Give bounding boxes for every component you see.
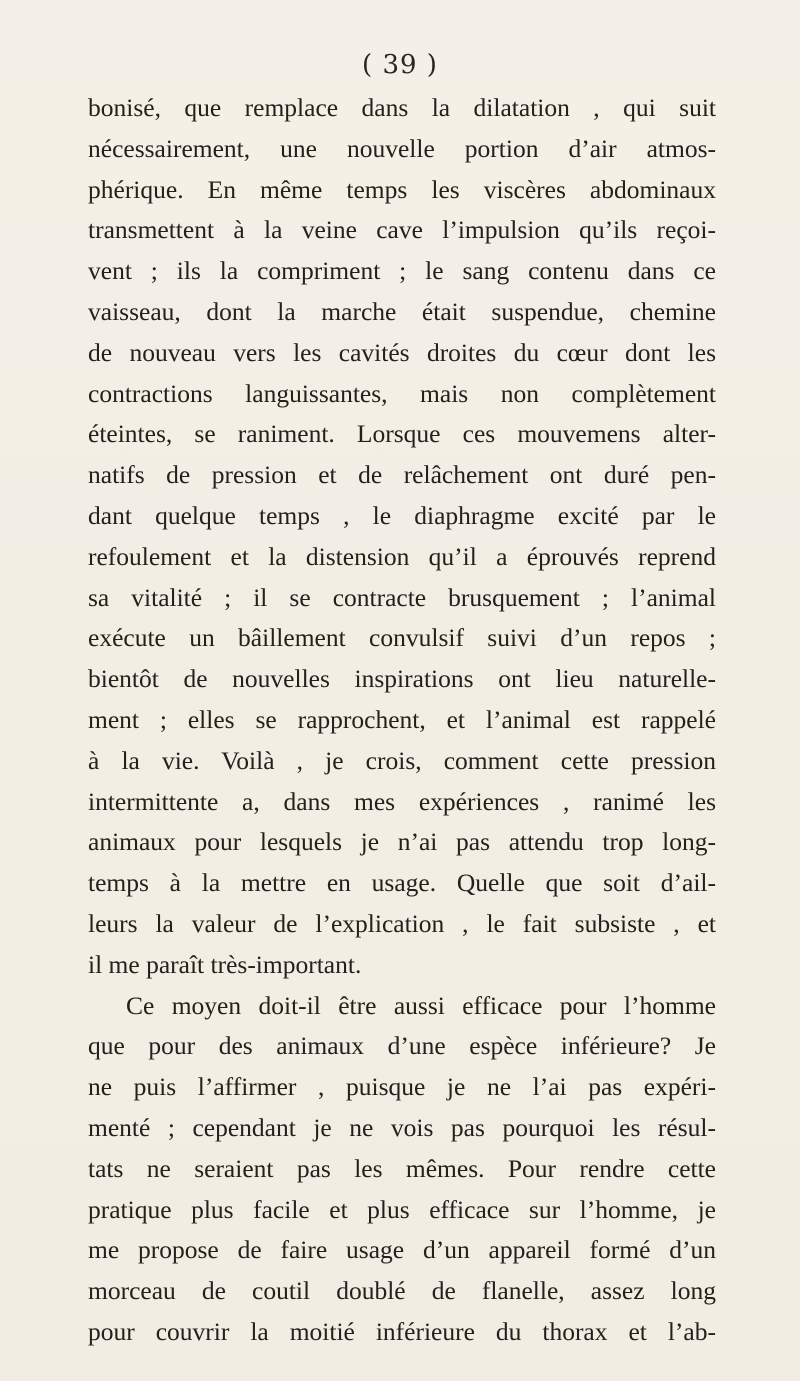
text-line: que pour des animaux d’une espèce inférieure? Je	[88, 1031, 716, 1061]
text-line: éteintes, se raniment. Lorsque ces mouvemens alter-	[88, 419, 716, 449]
text-line: contractions languissantes, mais non complètement	[88, 378, 716, 408]
text-line: de nouveau vers les cavités droites du cœur dont les	[88, 337, 716, 367]
paragraph-start-line: Ce moyen doit-il être aussi efficace pour l’homme	[126, 990, 716, 1020]
text-line: ne puis l’affirmer , puisque je ne l’ai pas expéri-	[88, 1072, 716, 1102]
paragraph-end-line: il me paraît très-important.	[88, 949, 362, 979]
text-line: temps à la mettre en usage. Quelle que soit d’ail-	[88, 868, 716, 898]
text-line: dant quelque temps , le diaphragme excité par le	[88, 500, 716, 530]
text-line: vent ; ils la compriment ; le sang contenu dans ce	[88, 256, 716, 286]
text-line: me propose de faire usage d’un appareil formé d’un	[88, 1235, 716, 1265]
text-line: exécute un bâillement convulsif suivi d’un repos ;	[88, 623, 716, 653]
body-text	[88, 88, 716, 1353]
text-line: tats ne seraient pas les mêmes. Pour rendre cette	[88, 1153, 716, 1183]
text-line: vaisseau, dont la marche était suspendue, chemine	[88, 296, 716, 326]
text-line: pour couvrir la moitié inférieure du thorax et l’ab-	[88, 1316, 716, 1346]
text-line: natifs de pression et de relâchement ont duré pen-	[88, 460, 716, 490]
text-line: bonisé, que remplace dans la dilatation , qui suit	[88, 93, 716, 122]
text-line: pratique plus facile et plus efficace sur l’homme, je	[88, 1194, 716, 1224]
text-line: phérique. En même temps les viscères abdominaux	[88, 174, 716, 204]
text-line: animaux pour lesquels je n’ai pas attendu trop long-	[88, 827, 716, 857]
text-line: ment ; elles se rapprochent, et l’animal est rappelé	[88, 704, 716, 734]
text-line: à la vie. Voilà , je crois, comment cette pression	[88, 745, 716, 775]
text-line: nécessairement, une nouvelle portion d’air atmos-	[88, 133, 716, 163]
text-line: bientôt de nouvelles inspirations ont lieu naturelle-	[88, 664, 716, 694]
text-line: sa vitalité ; il se contracte brusquement ; l’animal	[88, 582, 716, 612]
text-line: menté ; cependant je ne vois pas pourquoi les résul-	[88, 1112, 716, 1142]
text-line: transmettent à la veine cave l’impulsion qu’ils reçoi-	[88, 215, 716, 245]
text-line: refoulement et la distension qu’il a éprouvés reprend	[88, 541, 716, 571]
text-line: morceau de coutil doublé de flanelle, assez long	[88, 1276, 716, 1306]
text-line: intermittente a, dans mes expériences , ranimé les	[88, 786, 716, 816]
text-line: leurs la valeur de l’explication , le fait subsiste , et	[88, 908, 716, 938]
page-number: ( 39 )	[362, 50, 438, 80]
